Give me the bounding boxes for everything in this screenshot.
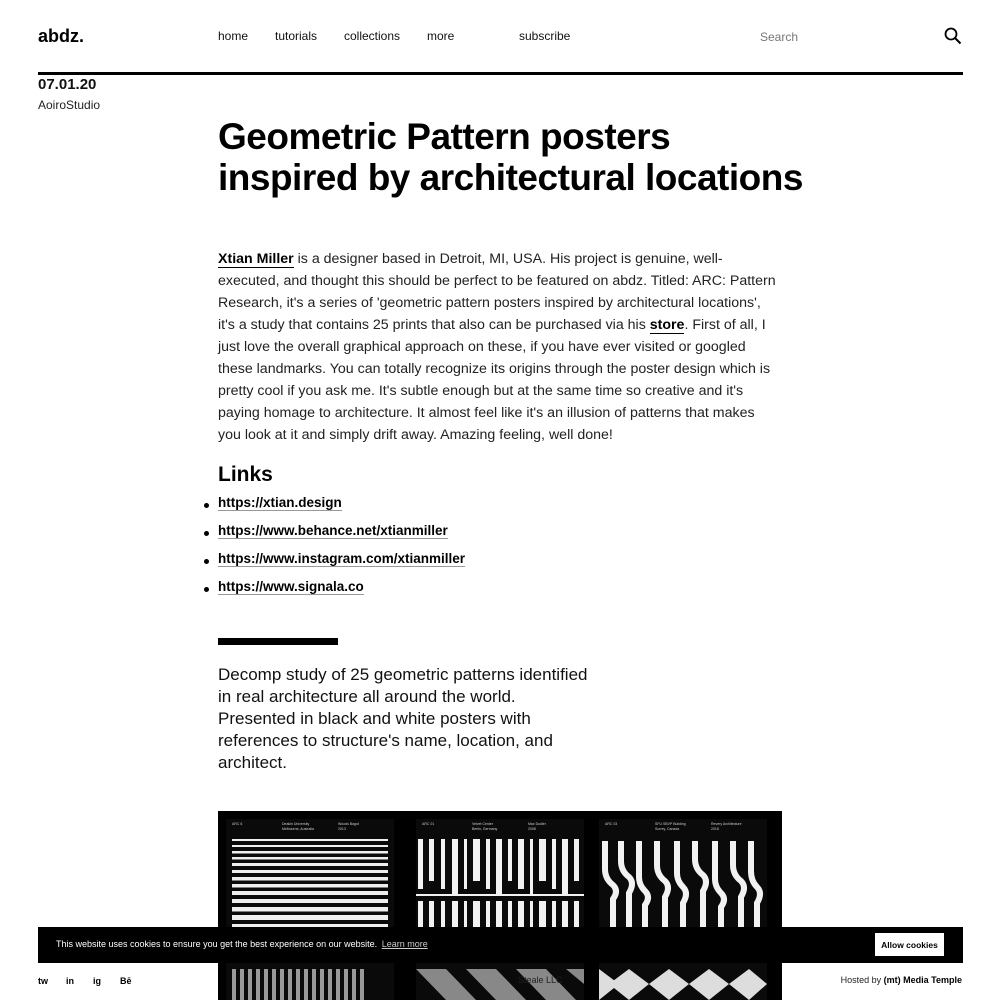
links-heading: Links [218, 463, 273, 486]
footer-hosted [841, 975, 962, 985]
link-xtian-design[interactable]: https://xtian.design [218, 495, 342, 510]
poster-year: 2008 [528, 827, 536, 831]
behance-link[interactable]: Bē [120, 976, 132, 986]
project-intro: Decomp study of 25 geometric patterns identified in real architecture all around the world. Presented in black and white posters with references to structure's name, location, and architect. [218, 665, 588, 772]
cookie-text: This website uses cookies to ensure you get the best experience on our website. [56, 939, 378, 949]
twitter-link[interactable]: tw [38, 976, 48, 986]
poster-pattern-bars [416, 819, 584, 1000]
list-item [218, 551, 465, 579]
section-divider [218, 638, 338, 645]
linkedin-link[interactable]: in [66, 976, 74, 986]
post-author[interactable]: AoiroStudio [38, 98, 101, 112]
list-item [218, 579, 465, 607]
nav-home[interactable]: home [218, 29, 249, 43]
poster-arc-03 [599, 819, 767, 1000]
poster-code: ARC 6 [232, 822, 243, 826]
poster-pattern-stripes [226, 819, 394, 1000]
cookie-learn-more-link[interactable]: Learn more [381, 939, 428, 949]
list-item [218, 523, 465, 551]
search-icon[interactable] [944, 27, 962, 45]
link-signala[interactable]: https://www.signala.co [218, 579, 364, 594]
poster-name: SFU SBVP Building [655, 822, 686, 826]
article-title: Geometric Pattern posters inspired by architectural locations [218, 116, 803, 198]
body-text-part-1: is a designer based in Detroit, MI, USA. His project is genuine, well-executed, and thought this should be perfect to be featured on abdz. Titled: ARC: Pattern Research, it's a series of 'geometric pattern posters inspired by architectural locations', it's a study that contains 25 prints that also can be purchased via his [218, 251, 776, 333]
cookie-message [56, 939, 428, 949]
list-item [218, 495, 465, 523]
body-text-part-2: . First of all, I just love the overall graphical approach on these, if you have ever visited or googled these landmarks. You can totally recognize its origins through the poster design which is pretty cool if you ask me. It's subtle enough but at the same time so creative and it's paying homage to architecture. It almost feel like it's an illusion of patterns that makes you look at it and simply drift away. Amazing feeling, well done! [218, 317, 771, 443]
post-date: 07.01.20 [38, 76, 97, 93]
poster-name: Deakin University [282, 822, 310, 826]
nav-tutorials[interactable]: tutorials [275, 29, 318, 43]
poster-architect: Revery Architecture [711, 822, 742, 826]
instagram-link[interactable]: ig [93, 976, 101, 986]
site-header [38, 0, 963, 75]
hosted-prefix: Hosted by [840, 975, 882, 985]
search-input[interactable] [760, 28, 930, 46]
poster-architect: Woods Bagot [338, 822, 359, 826]
poster-place: Berlin, Germany [472, 827, 498, 831]
cookie-banner [38, 927, 963, 963]
poster-pattern-waves [599, 819, 767, 1000]
poster-arc-01 [416, 819, 584, 1000]
allow-cookies-button[interactable]: Allow cookies [875, 933, 944, 956]
store-link[interactable]: store [649, 317, 685, 333]
poster-name: Velvet Center [472, 822, 494, 826]
poster-code: ARC 01 [422, 822, 435, 826]
poster-arc-6 [226, 819, 394, 1000]
host-link[interactable]: (mt) Media Temple [883, 975, 962, 985]
nav-more[interactable]: more [427, 29, 455, 43]
nav-collections[interactable]: collections [344, 29, 401, 43]
poster-year: 2013 [338, 827, 346, 831]
links-list [218, 495, 465, 607]
link-instagram[interactable]: https://www.instagram.com/xtianmiller [218, 551, 466, 566]
nav-subscribe[interactable]: subscribe [519, 29, 571, 43]
poster-code: ARC 03 [605, 822, 618, 826]
poster-architect: Max Dudler [528, 822, 546, 826]
poster-year: 2018 [711, 827, 719, 831]
article-body [218, 248, 778, 446]
poster-gallery [218, 811, 782, 1000]
footer-company: Steale LLC [518, 975, 563, 985]
link-behance[interactable]: https://www.behance.net/xtianmiller [218, 523, 448, 538]
designer-link[interactable]: Xtian Miller [218, 251, 294, 267]
poster-place: Melbourne, Australia [282, 827, 314, 831]
site-logo[interactable]: abdz. [38, 26, 85, 46]
poster-place: Surrey, Canada [655, 827, 680, 831]
